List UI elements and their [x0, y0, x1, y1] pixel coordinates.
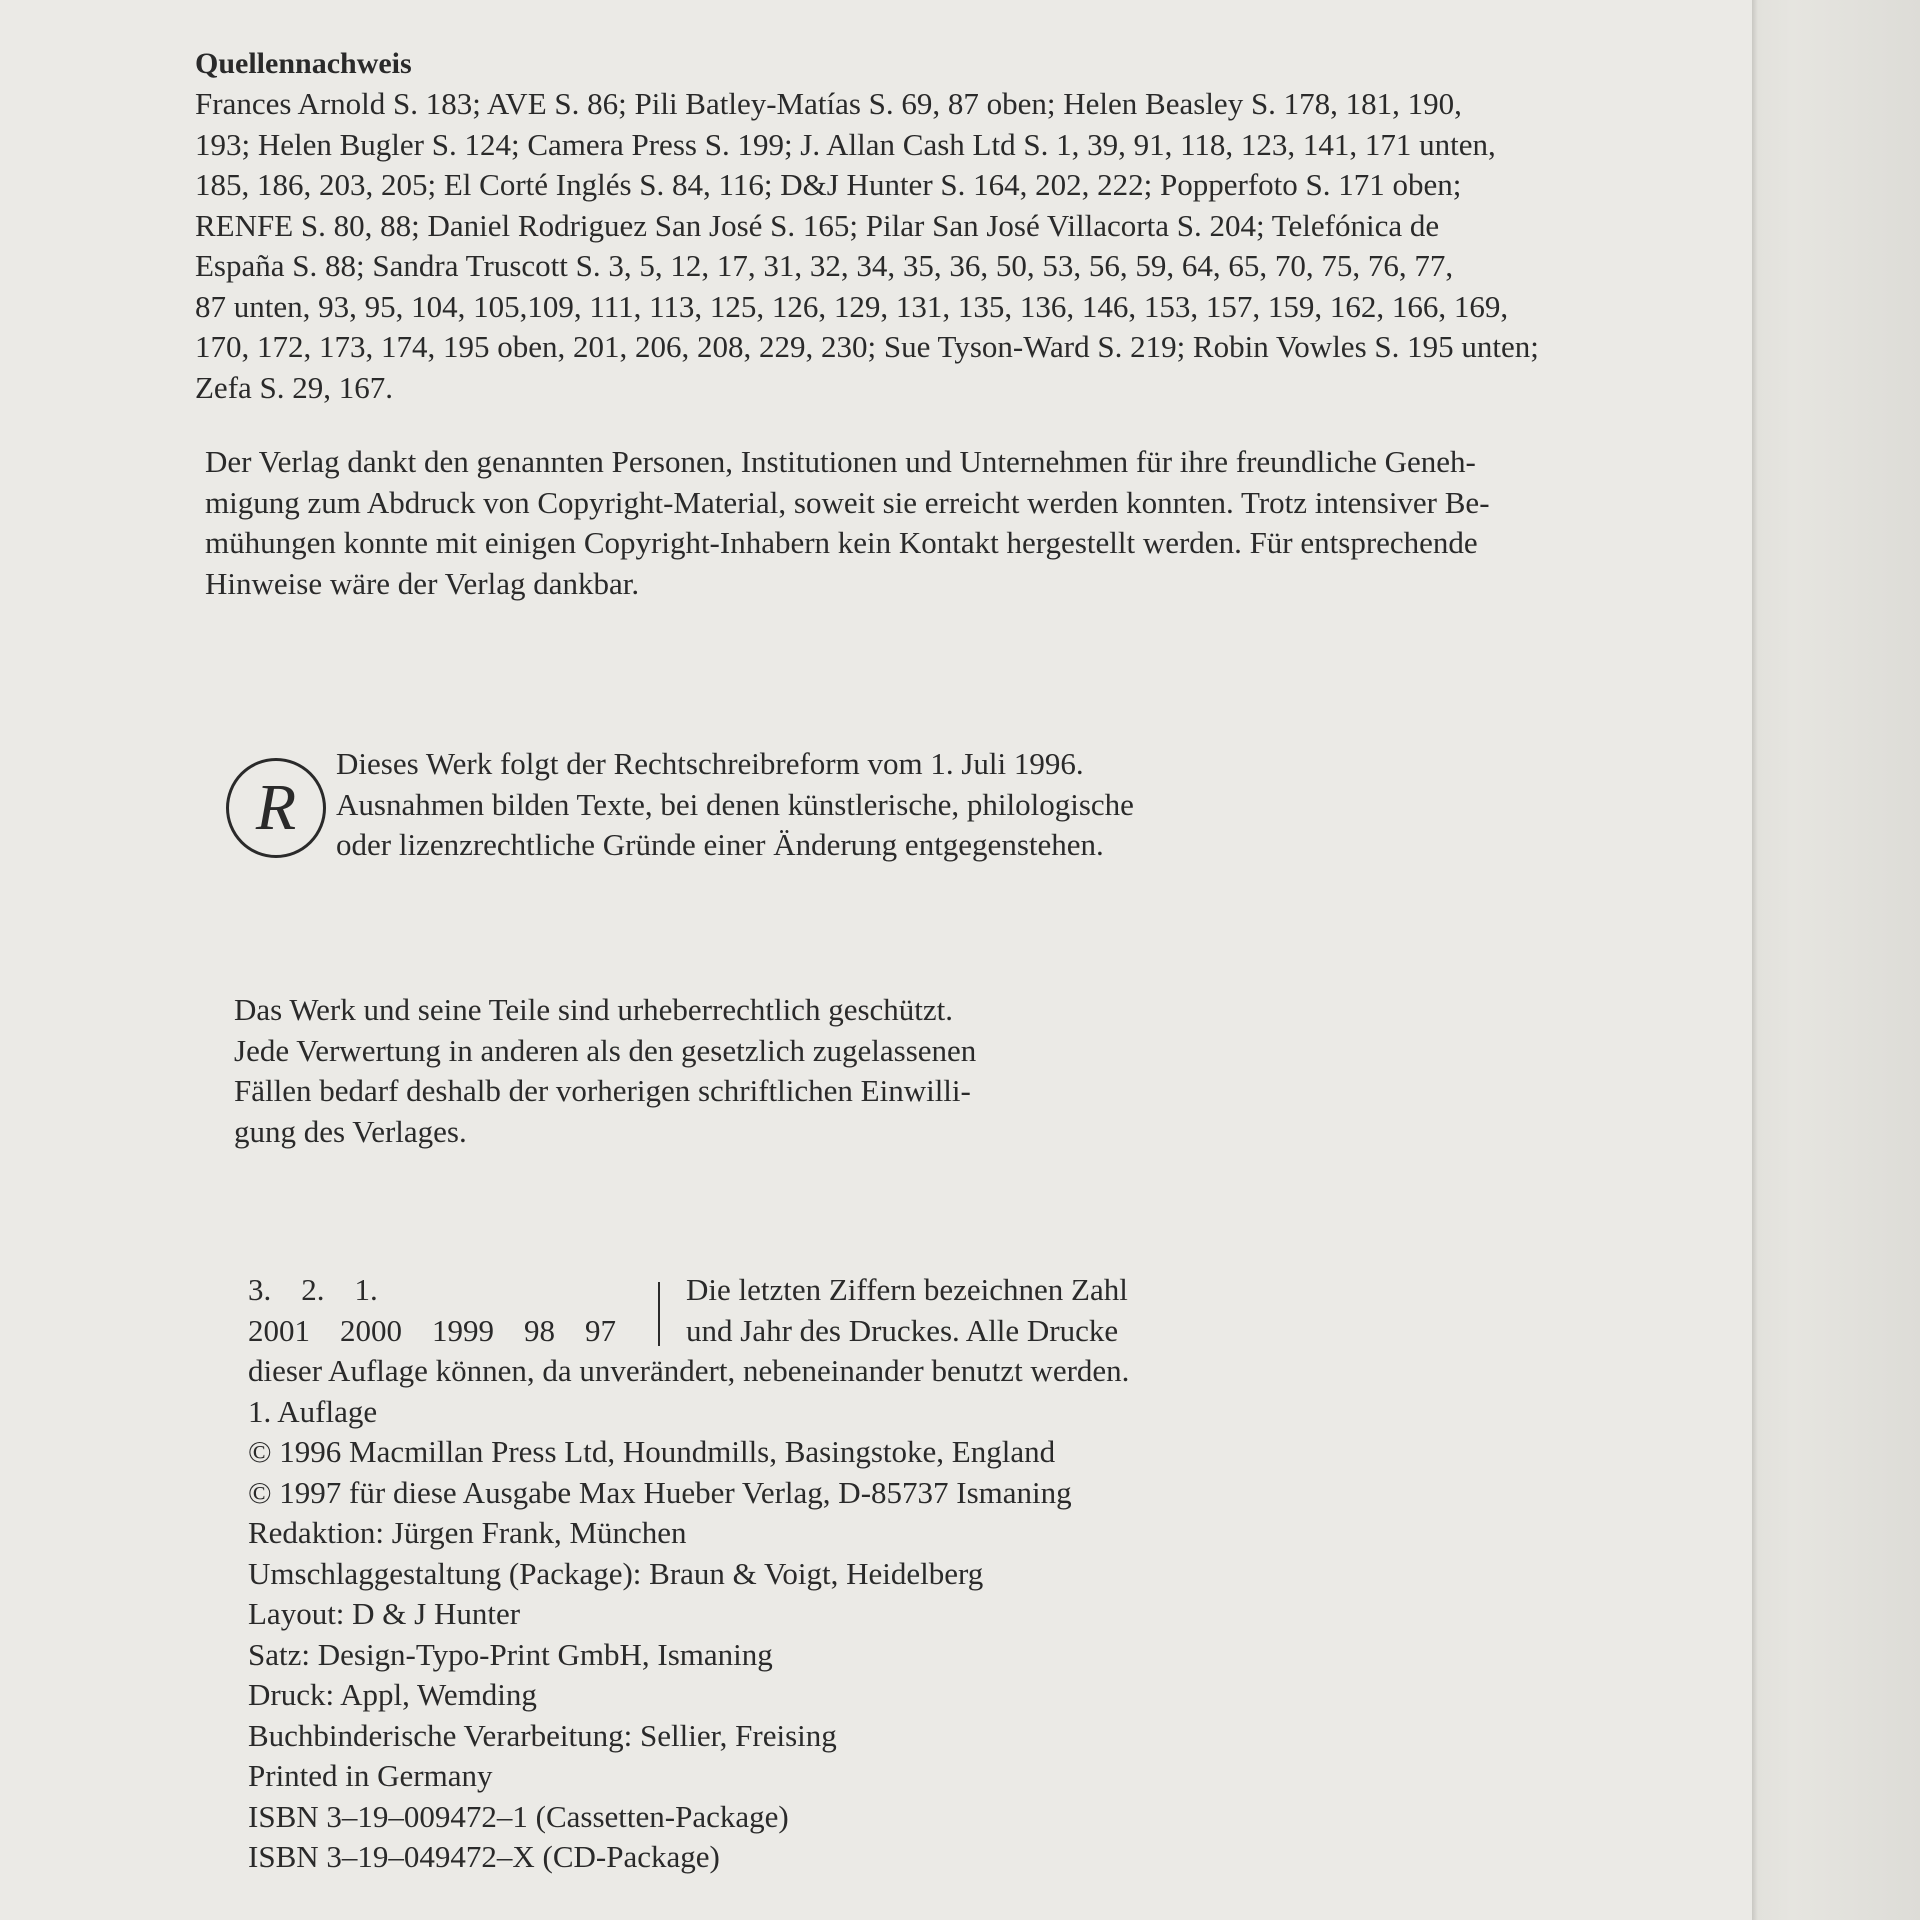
credits-line: 87 unten, 93, 95, 104, 105,109, 111, 113, 125, 126, 129, 131, 135, 136, 146, 153, 157, 159, 162, 166, 169,	[195, 288, 1509, 324]
reform-line: Dieses Werk folgt der Rechtschreibreform vom 1. Juli 1996.	[336, 746, 1084, 781]
thanks-line: Der Verlag dankt den genannten Personen, Institutionen und Unternehmen für ihre freundliche Geneh-	[205, 444, 1476, 479]
credits-line: España S. 88; Sandra Truscott S. 3, 5, 12, 17, 31, 32, 34, 35, 36, 50, 53, 56, 59, 64, 65, 70, 75, 76, 77,	[195, 248, 1454, 283]
typesetting-line: Satz: Design-Typo-Print GmbH, Ismaning	[248, 1636, 773, 1672]
print-year: 2000	[340, 1312, 402, 1348]
printing-line: Druck: Appl, Wemding	[248, 1677, 537, 1712]
print-number: 2.	[301, 1272, 325, 1307]
print-year: 98	[524, 1312, 555, 1348]
reform-line: Ausnahmen bilden Texte, bei denen künstlerische, philologische	[336, 786, 1134, 822]
rights-line: Jede Verwertung in anderen als den gesetzlich zugelassenen	[234, 1032, 977, 1068]
imprint-lines	[248, 1351, 1248, 1878]
rights-line: Das Werk und seine Teile sind urheberrechtlich geschützt.	[234, 992, 954, 1027]
edition-line: 1. Auflage	[248, 1393, 378, 1429]
photo-credits-section	[195, 44, 1605, 408]
thanks-line: migung zum Abdruck von Copyright-Material, soweit sie erreicht werden konnten. Trotz intensiver Be-	[205, 484, 1490, 520]
spelling-reform-r-icon: R	[226, 758, 326, 858]
credits-line: 185, 186, 203, 205; El Corté Inglés S. 84, 116; D&J Hunter S. 164, 202, 222; Popperfoto S. 171 oben;	[195, 167, 1462, 202]
thanks-line: Hinweise wäre der Verlag dankbar.	[205, 565, 640, 601]
isbn-line: ISBN 3–19–009472–1 (Cassetten-Package)	[248, 1798, 789, 1834]
publisher-thanks-paragraph	[205, 442, 1605, 604]
copyright-line: © 1996 Macmillan Press Ltd, Houndmills, Basingstoke, England	[248, 1434, 1056, 1469]
vertical-divider	[658, 1282, 660, 1346]
credits-line: Zefa S. 29, 167.	[195, 369, 394, 405]
layout-line: Layout: D & J Hunter	[248, 1596, 521, 1631]
note-line: Die letzten Ziffern bezeichnen Zahl	[686, 1272, 1128, 1307]
imprint-section	[248, 1270, 1248, 1878]
page-edge	[1752, 0, 1920, 1920]
credits-line: 193; Helen Bugler S. 124; Camera Press S. 199; J. Allan Cash Ltd S. 1, 39, 91, 118, 123, 141, 171 unten,	[195, 126, 1496, 162]
print-year: 97	[585, 1312, 616, 1348]
credits-line: Frances Arnold S. 183; AVE S. 86; Pili Batley-Matías S. 69, 87 oben; Helen Beasley S. 178, 181, 190,	[195, 86, 1462, 121]
print-run-block	[248, 1270, 1248, 1351]
print-run-note	[686, 1270, 1246, 1351]
copyright-notice	[234, 990, 1114, 1152]
credits-text	[195, 84, 1605, 408]
credits-line: 170, 172, 173, 174, 195 oben, 201, 206, 208, 229, 230; Sue Tyson-Ward S. 219; Robin Vowles S. 195 unten;	[195, 329, 1539, 364]
thanks-line: mühungen konnte mit einigen Copyright-Inhabern kein Kontakt hergestellt werden. Für entsprechende	[205, 525, 1478, 560]
cover-design-line: Umschlaggestaltung (Package): Braun & Voigt, Heidelberg	[248, 1555, 984, 1591]
editor-line: Redaktion: Jürgen Frank, München	[248, 1515, 687, 1550]
copyright-line: © 1997 für diese Ausgabe Max Hueber Verlag, D-85737 Ismaning	[248, 1474, 1072, 1510]
spelling-reform-notice	[336, 744, 1236, 866]
note-line: und Jahr des Druckes. Alle Drucke	[686, 1312, 1119, 1348]
reform-line: oder lizenzrechtliche Gründe einer Änderung entgegenstehen.	[336, 827, 1104, 862]
print-number: 3.	[248, 1272, 272, 1307]
printed-in-line: Printed in Germany	[248, 1758, 493, 1793]
credits-line: RENFE S. 80, 88; Daniel Rodriguez San José S. 165; Pilar San José Villacorta S. 204; Telefónica de	[195, 207, 1440, 243]
print-number: 1.	[354, 1272, 378, 1307]
isbn-line: ISBN 3–19–049472–X (CD-Package)	[248, 1839, 720, 1874]
rights-line: gung des Verlages.	[234, 1113, 467, 1149]
rights-line: Fällen bedarf deshalb der vorherigen schriftlichen Einwilli-	[234, 1073, 971, 1108]
binding-line: Buchbinderische Verarbeitung: Sellier, Freising	[248, 1717, 837, 1753]
print-year: 2001	[248, 1312, 310, 1348]
credits-heading: Quellennachweis	[195, 47, 412, 80]
print-year: 1999	[432, 1312, 494, 1348]
imprint-line: dieser Auflage können, da unverändert, nebeneinander benutzt werden.	[248, 1353, 1130, 1388]
